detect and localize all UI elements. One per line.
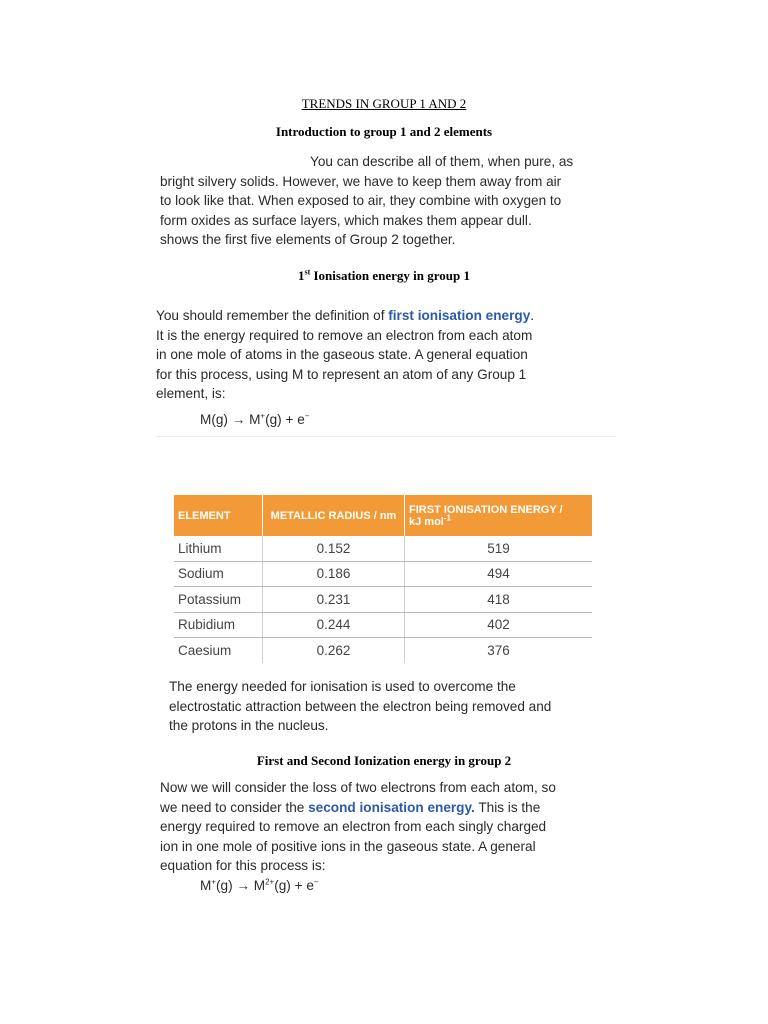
element-cell: Sodium (174, 561, 263, 587)
ion1-paragraph (156, 306, 616, 437)
ion2-line: ion in one mole of positive ions in the gaseous state. A general (160, 838, 536, 854)
ion1-line: You should remember the definition of first ionisation energy. (156, 308, 535, 323)
energy-line: electrostatic attraction between the electron being removed and (169, 698, 552, 714)
radius-cell: 0.152 (263, 536, 405, 561)
table-row (174, 587, 592, 613)
table-row (174, 561, 592, 587)
intro-line: bright silvery solids. However, we have to keep them away from air (160, 173, 562, 189)
ion1-line: for this process, using M to represent an atom of any Group 1 (156, 366, 527, 382)
table-row (174, 536, 592, 561)
radius-cell: 0.262 (263, 638, 405, 663)
element-cell: Potassium (174, 587, 263, 613)
energy-line: The energy needed for ionisation is used to overcome the (169, 679, 516, 694)
ion1-line: It is the energy required to remove an electron from each atom (156, 327, 533, 343)
table-row (174, 612, 592, 638)
first-ionisation-energy-term: first ionisation energy (388, 308, 531, 323)
radius-cell: 0.231 (263, 587, 405, 613)
ion2-line: equation for this process is: (160, 858, 326, 874)
table-header-row (174, 495, 592, 536)
ion2-line: we need to consider the second ionisation energy. This is the (160, 799, 541, 815)
energy-cell: 494 (405, 561, 593, 587)
intro-line: to look like that. When exposed to air, they combine with oxygen to (160, 193, 562, 209)
element-cell: Lithium (174, 536, 263, 561)
document-title: TRENDS IN GROUP 1 AND 2 (301, 96, 467, 111)
intro-line: shows the first five elements of Group 2 together. (160, 232, 456, 248)
table-row (174, 638, 592, 663)
ionisation-table (174, 495, 592, 663)
energy-paragraph (169, 677, 609, 736)
ion1-line: element, is: (156, 386, 226, 402)
header-element: ELEMENT (174, 495, 263, 536)
header-metallic-radius: METALLIC RADIUS / nm (263, 495, 405, 536)
ion1-heading: 1st Ionisation energy in group 1 (297, 267, 471, 283)
energy-cell: 402 (405, 612, 593, 638)
intro-paragraph (160, 152, 610, 250)
radius-cell: 0.186 (263, 561, 405, 587)
ion2-line: Now we will consider the loss of two electrons from each atom, so (160, 780, 556, 795)
ion2-equation: $M^+(g) \to M^{2+}(g) + e^-$ (200, 877, 319, 893)
ion2-paragraph (160, 778, 620, 896)
ion1-equation: M(g) → M+(g) + e− (200, 411, 310, 427)
radius-cell: 0.244 (263, 612, 405, 638)
second-ionisation-energy-term: second ionisation energy. (308, 799, 475, 815)
intro-line: form oxides as surface layers, which makes them appear dull. (160, 212, 532, 228)
ion2-heading: First and Second Ionization energy in group 2 (256, 753, 512, 768)
element-cell: Caesium (174, 638, 263, 663)
energy-line: the protons in the nucleus. (169, 718, 329, 734)
element-cell: Rubidium (174, 612, 263, 638)
ion2-line: energy required to remove an electron from each singly charged (160, 819, 547, 835)
energy-cell: 376 (487, 642, 510, 658)
intro-heading: Introduction to group 1 and 2 elements (275, 124, 493, 139)
energy-cell: 519 (405, 536, 593, 561)
header-first-ionisation-energy: FIRST IONISATION ENERGY / kJ mol$^{-1}$ (405, 495, 593, 536)
ion1-line: in one mole of atoms in the gaseous state. A general equation (156, 347, 528, 363)
energy-cell: 418 (405, 587, 593, 613)
intro-line: You can describe all of them, when pure, as (310, 154, 574, 169)
